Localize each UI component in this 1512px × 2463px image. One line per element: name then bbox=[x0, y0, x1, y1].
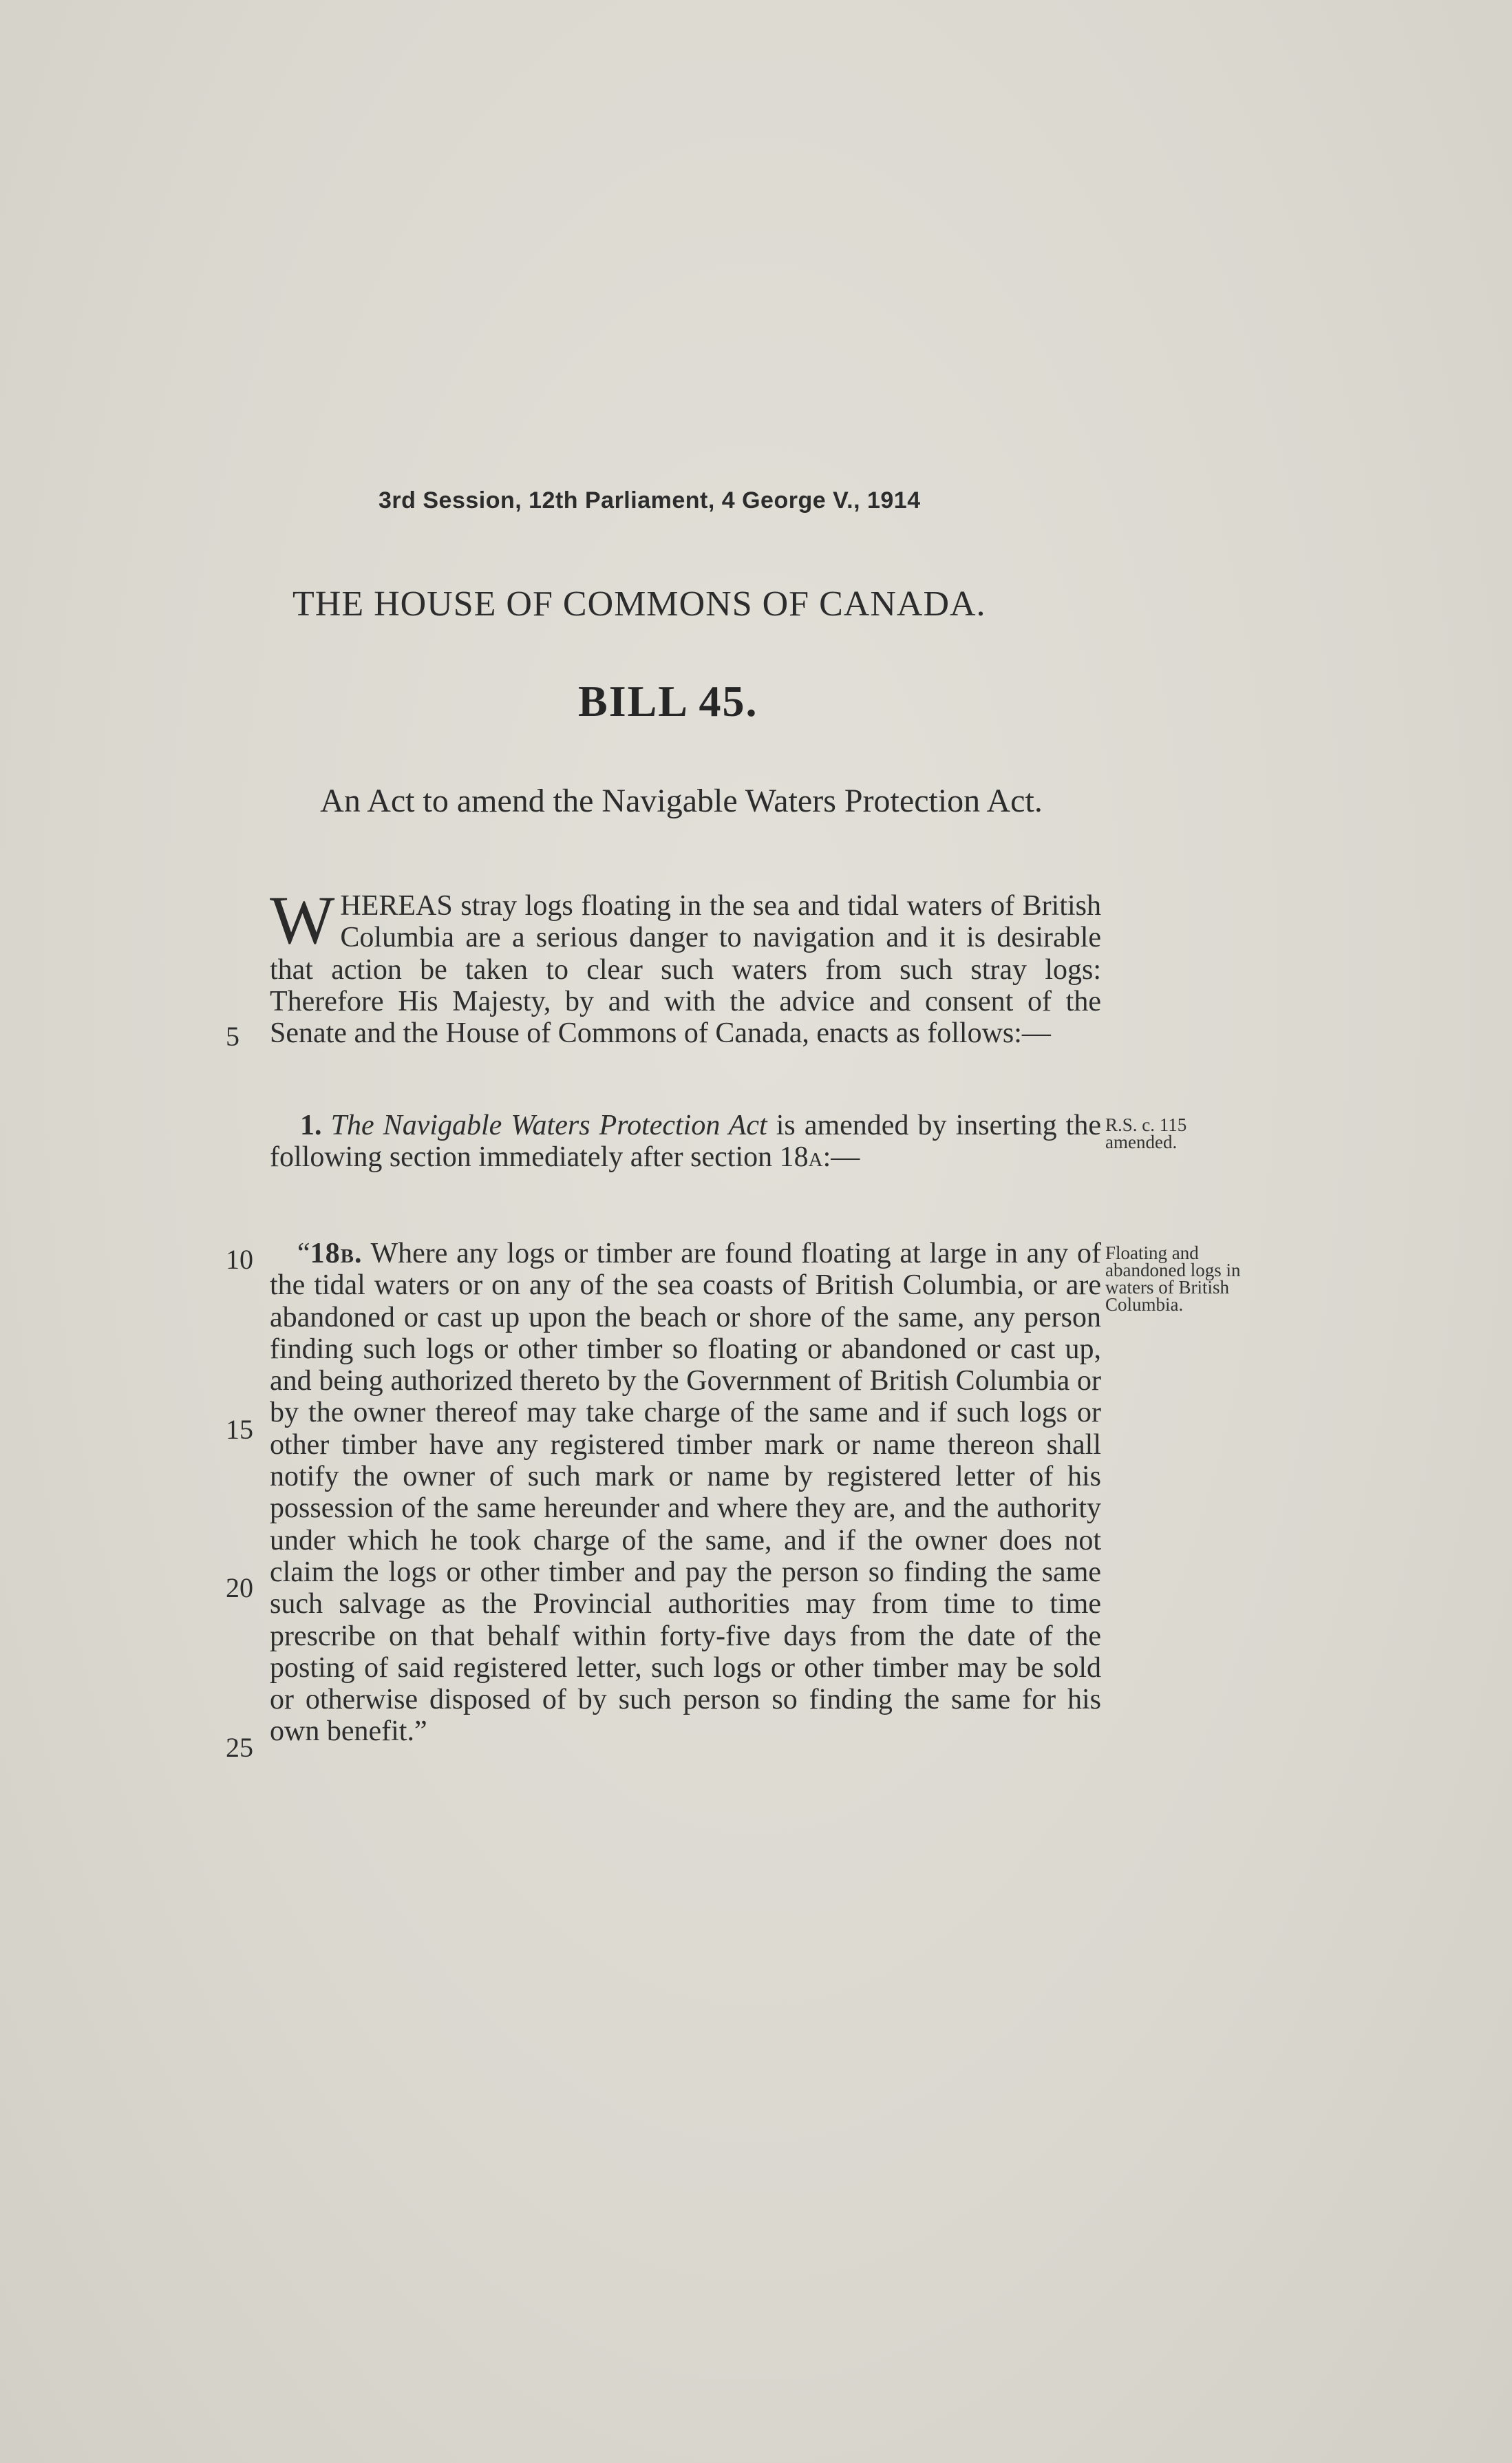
section-18b-suffix: b bbox=[340, 1238, 354, 1269]
bill-number: BILL 45. bbox=[578, 677, 758, 726]
act-name: The Navigable Waters Protection Act bbox=[330, 1110, 767, 1141]
section-ref: 18 bbox=[779, 1141, 809, 1174]
section-18b-dot: . bbox=[354, 1238, 363, 1269]
house-heading: THE HOUSE OF COMMONS OF CANADA. bbox=[292, 584, 986, 624]
section-18b-number: 18 bbox=[310, 1238, 341, 1269]
section-18b-text: Where any logs or timber are found floating at large in any of the tidal waters or on any of the sea coasts of British Columbia, or are abandoned or cast up upon the beach or shore of the same, any person finding such logs or other timber so floating or abandoned or cast up, and being authorized thereto by the Government of British Columbia or by the owner thereof may take charge of the same and if such logs or other timber have any registered timber mark or name thereon shall notify the owner of such mark or name by registered letter of his possession of the same hereunder and where they are, and the authority under which he took charge of the same, and if the owner does not claim the logs or other timber and pay the person so finding the same such salvage as the Provincial authorities may from time to time prescribe on that behalf within forty-five days from the date of the posting of said registered letter, such logs or other timber may be sold or otherwise disposed of by such person so finding the same for his own benefit.” bbox=[270, 1238, 1101, 1748]
margin-note-rs: R.S. c. 115 amended. bbox=[1105, 1114, 1187, 1152]
preamble-text: HEREAS stray logs floating in the sea and tidal waters of British Columbia are a serious danger to navigation and it is desirable that action be taken to clear such waters from such stray logs: Therefore His Majesty, by and with the advice and consent of the Senate and the House of Commons of Canada, enacts as follows:— bbox=[270, 890, 1101, 1050]
section-1 bbox=[270, 1110, 1101, 1174]
section-1-end: :— bbox=[822, 1141, 860, 1174]
line-number-15: 15 bbox=[226, 1414, 253, 1445]
preamble bbox=[270, 882, 1101, 1050]
line-number-10: 10 bbox=[226, 1244, 253, 1275]
section-ref-suffix: a bbox=[808, 1141, 823, 1174]
open-quote: “ bbox=[297, 1238, 310, 1269]
line-number-20: 20 bbox=[226, 1572, 253, 1603]
section-1-number: 1. bbox=[300, 1110, 322, 1141]
drop-cap: W bbox=[270, 882, 335, 958]
line-number-25: 25 bbox=[226, 1732, 253, 1763]
section-1-text: is amended by inserting the following section immediately after section bbox=[270, 1110, 1101, 1174]
margin-note-floating-logs: Floating and abandoned logs in waters of British Columbia. bbox=[1105, 1243, 1241, 1315]
act-title: An Act to amend the Navigable Waters Protection Act. bbox=[320, 783, 1043, 819]
section-18b bbox=[270, 1238, 1101, 1748]
session-line: 3rd Session, 12th Parliament, 4 George V., 1914 bbox=[379, 487, 921, 514]
line-number-5: 5 bbox=[226, 1021, 239, 1052]
